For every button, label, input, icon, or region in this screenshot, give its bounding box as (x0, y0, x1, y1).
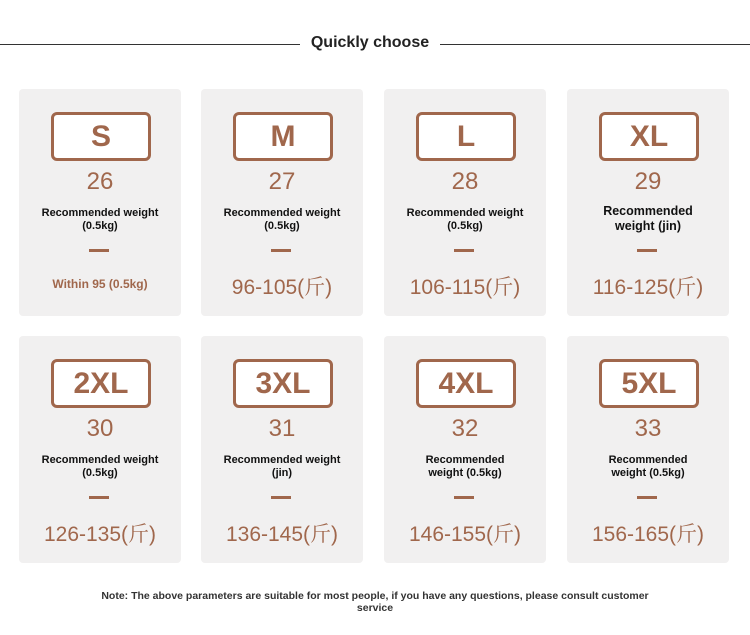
size-label: 5XL (599, 359, 699, 408)
recommended-weight-label: Recommended weight (0.5kg) (406, 207, 524, 232)
recommended-weight-label: Recommended weight (0.5kg) (41, 454, 159, 479)
size-card-m[interactable] (201, 89, 363, 316)
size-card-xl[interactable] (567, 89, 729, 316)
size-label: 3XL (233, 359, 333, 408)
size-label: L (416, 112, 516, 161)
divider-dash (271, 249, 291, 252)
size-card-4xl[interactable] (384, 336, 546, 563)
weight-range: 156-165(斤) (591, 523, 705, 546)
size-number: 27 (268, 168, 296, 195)
size-number: 32 (451, 415, 479, 442)
size-number: 29 (634, 168, 662, 195)
size-card-3xl[interactable] (201, 336, 363, 563)
divider-dash (89, 249, 109, 252)
size-number: 31 (268, 415, 296, 442)
size-label: 2XL (51, 359, 151, 408)
weight-range: 146-155(斤) (408, 523, 522, 546)
weight-range: 106-115(斤) (409, 276, 521, 299)
size-card-5xl[interactable] (567, 336, 729, 563)
section-header (0, 30, 750, 60)
weight-range: 136-145(斤) (225, 523, 339, 546)
size-label: XL (599, 112, 699, 161)
size-card-l[interactable] (384, 89, 546, 316)
size-number: 30 (86, 415, 114, 442)
recommended-weight-label: Recommended weight (0.5kg) (608, 454, 688, 479)
recommended-weight-label: Recommended weight (jin) (603, 204, 693, 233)
divider-dash (454, 496, 474, 499)
recommended-weight-label: Recommended weight (0.5kg) (425, 454, 505, 479)
size-label: S (51, 112, 151, 161)
size-number: 33 (634, 415, 662, 442)
header-divider-right (440, 44, 750, 45)
divider-dash (89, 496, 109, 499)
recommended-weight-label: Recommended weight (0.5kg) (223, 207, 341, 232)
recommended-weight-label: Recommended weight (jin) (223, 454, 341, 479)
footer-note: Note: The above parameters are suitable for most people, if you have any questions, please consult customer service (101, 590, 649, 614)
divider-dash (271, 496, 291, 499)
weight-range: 126-135(斤) (43, 523, 157, 546)
weight-range: 96-105(斤) (231, 276, 333, 299)
divider-dash (637, 496, 657, 499)
size-label: M (233, 112, 333, 161)
size-number: 26 (86, 168, 114, 195)
recommended-weight-label: Recommended weight (0.5kg) (41, 207, 159, 232)
divider-dash (637, 249, 657, 252)
size-card-2xl[interactable] (19, 336, 181, 563)
size-number: 28 (451, 168, 479, 195)
weight-range: Within 95 (0.5kg) (52, 277, 148, 291)
size-label: 4XL (416, 359, 516, 408)
page-title: Quickly choose (310, 34, 430, 51)
header-divider-left (0, 44, 300, 45)
size-card-s[interactable] (19, 89, 181, 316)
weight-range: 116-125(斤) (592, 276, 704, 299)
divider-dash (454, 249, 474, 252)
